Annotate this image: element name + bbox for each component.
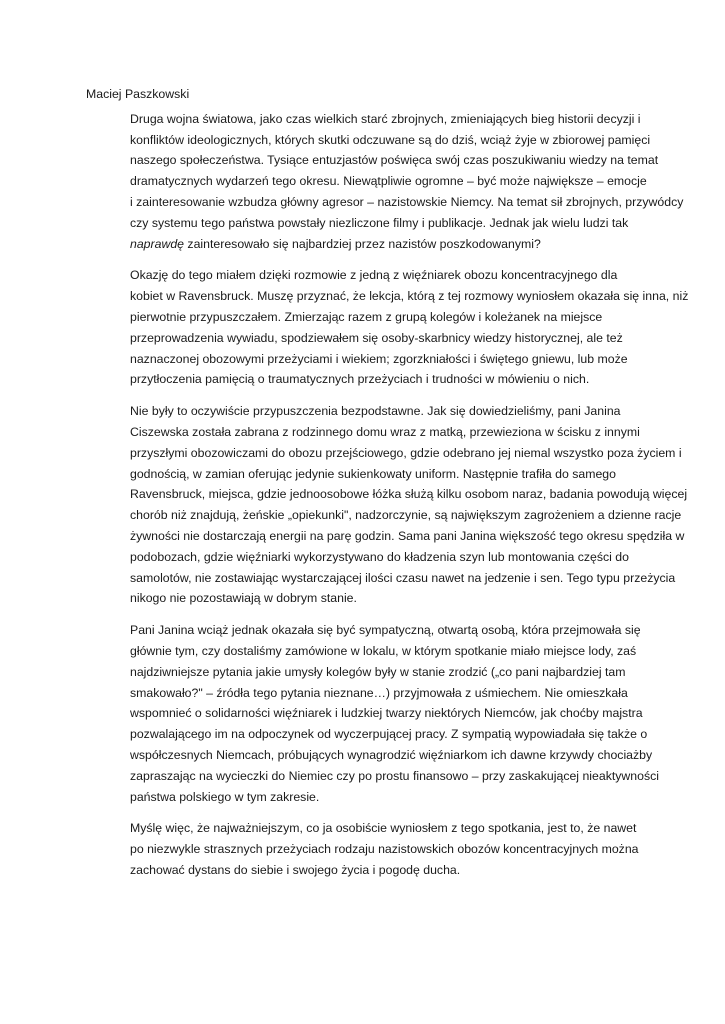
text-run: konfliktów ideologicznych, których skutki odczuwane są do dziś, wciąż żyje w zbiorowej pamięci <box>130 132 651 147</box>
text-run: Okazję do tego miałem dzięki rozmowie z jedną z więźniarek obozu koncentracyjnego dla <box>130 268 618 283</box>
text-run: Druga wojna światowa, jako czas wielkich starć zbrojnych, zmieniających bieg historii decyzji i <box>130 111 641 126</box>
text-run: współczesnych Niemcach, próbujących wynagrodzić więźniarkom ich dawne krzywdy chociażby <box>130 747 653 762</box>
text-run: pozwalającego im na odpoczynek od wyczerpującej pracy. Z sympatią wypowiadała się także o <box>130 727 648 742</box>
document-body <box>86 84 689 892</box>
paragraph <box>86 818 642 880</box>
essay-text <box>86 109 689 881</box>
text-line <box>86 213 642 234</box>
text-line <box>86 349 642 370</box>
text-run: samolotów, nie zostawiając wystarczającej ilości czasu nawet na jedzenie i sen. Tego typu przeżycia <box>130 570 676 585</box>
text-line <box>86 369 642 390</box>
text-run: chorób niż znajdują, żeńskie „opiekunki", nadzorczynie, są największym zagrożeniem a dzienne racje <box>130 508 682 523</box>
text-line <box>86 588 642 609</box>
text-line <box>86 662 642 683</box>
text-line <box>86 787 642 808</box>
text-line <box>86 464 642 485</box>
paragraph <box>86 401 688 609</box>
text-line <box>86 307 642 328</box>
text-run: wspomnieć o solidarności więźniarek i ludzkiej twarzy niektórych Niemców, jak choćby majstra <box>130 706 643 721</box>
text-run: dramatycznych wydarzeń tego okresu. Niewątpliwie ogromne – być może największe – emocje <box>130 174 647 189</box>
text-run: naznaczonej obozowymi przeżyciami i wiekiem; zgorzkniałości i świętego gniewu, lub może <box>130 351 628 366</box>
author-name: Maciej Paszkowski <box>86 87 190 101</box>
text-line <box>86 234 642 255</box>
text-line <box>86 265 642 286</box>
text-line <box>86 505 682 526</box>
text-run: państwa polskiego w tym zakresie. <box>130 789 320 804</box>
text-run: nikogo nie pozostawiają w dobrym stanie. <box>130 591 357 606</box>
text-line <box>86 745 653 766</box>
text-line <box>86 150 659 171</box>
text-line <box>86 860 642 881</box>
text-run: i zainteresowanie wzbudza główny agresor – nazistowskie Niemcy. Na temat sił zbrojnych, przywódcy <box>130 194 684 209</box>
text-run: najdziwniejsze pytania jakie umysły kolegów były w stanie zrodzić („co pani najbardziej tam <box>130 664 626 679</box>
text-run: Ravensbruck, miejsca, gdzie jednoosobowe łóżka służą kilku osobom naraz, badania powodują więcej <box>130 487 688 502</box>
text-run: kobiet w Ravensbruck. Muszę przyznać, że lekcja, którą z tej rozmowy wyniosłem okazała się inna, niż <box>130 289 689 304</box>
emphasized-text: naprawdę <box>130 236 185 251</box>
text-line <box>86 818 642 839</box>
text-line <box>86 683 642 704</box>
paragraph <box>86 109 684 255</box>
text-run: przeprowadzenia wywiadu, spodziewałem się osoby-skarbnicy wiedzy historycznej, ale też <box>130 330 623 345</box>
text-line <box>86 401 642 422</box>
text-run: zainteresowało się najbardziej przez nazistów poszkodowanymi? <box>184 236 541 251</box>
text-run: żywności nie dostarczają energii na parę godzin. Sama pani Janina większość tego okresu spędziła w <box>130 528 685 543</box>
text-run: Ciszewska została zabrana z rodzinnego domu wraz z matką, przewieziona w ścisku z innymi <box>130 424 640 439</box>
text-run: smakowało?" – źródła tego pytania nieznane…) przyjmowała z uśmiechem. Nie omieszkała <box>130 685 628 700</box>
text-run: czy systemu tego państwa powstały niezliczone filmy i publikacje. Jednak jak wielu ludzi tak <box>130 215 629 230</box>
text-line <box>86 526 685 547</box>
text-run: po niezwykle strasznych przeżyciach rodzaju nazistowskich obozów koncentracyjnych można <box>130 842 639 857</box>
text-run: podobozach, gdzie więźniarki wykorzystywano do kładzenia szyn lub montowania części do <box>130 549 629 564</box>
text-run: głównie tym, czy dostaliśmy zamówione w lokalu, w którym spotkanie miało miejsce lody, zaś <box>130 643 637 658</box>
text-line <box>86 724 648 745</box>
text-line <box>86 443 682 464</box>
text-line <box>86 703 642 724</box>
paragraph <box>86 265 689 390</box>
text-line <box>86 192 684 213</box>
text-line <box>86 766 660 787</box>
text-line <box>86 328 642 349</box>
text-run: zapraszając na wycieczki do Niemiec czy po prostu finansowo – przy zaskakującej nieaktywności <box>130 768 660 783</box>
text-run: Nie były to oczywiście przypuszczenia bezpodstawne. Jak się dowiedzieliśmy, pani Janina <box>130 404 621 419</box>
text-run: przytłoczenia pamięcią o traumatycznych przeżyciach i trudności w mówieniu o nich. <box>130 372 590 387</box>
text-run: godnością, w zamian oferując jedynie sukienkowaty uniform. Następnie trafiła do samego <box>130 466 616 481</box>
text-line <box>86 839 642 860</box>
text-run: Myślę więc, że najważniejszym, co ja osobiście wyniosłem z tego spotkania, jest to, że nawet <box>130 821 637 836</box>
text-line <box>86 286 689 307</box>
text-run: naszego społeczeństwa. Tysiące entuzjastów poświęca swój czas poszukiwaniu wiedzy na temat <box>130 153 659 168</box>
text-line <box>86 568 676 589</box>
text-line <box>86 641 642 662</box>
text-line <box>86 171 647 192</box>
text-line <box>86 109 642 130</box>
text-line <box>86 422 642 443</box>
text-line <box>86 484 688 505</box>
text-line <box>86 547 642 568</box>
text-run: Pani Janina wciąż jednak okazała się być sympatyczną, otwartą osobą, która przejmowała się <box>130 623 641 638</box>
paragraph <box>86 620 660 807</box>
text-line <box>86 620 642 641</box>
text-run: przyszłymi obozowiczami do obozu przejściowego, gdzie odebrano jej niemal wszystko poza życiem i <box>130 445 682 460</box>
text-line <box>86 130 651 151</box>
text-run: zachować dystans do siebie i swojego życia i pogodę ducha. <box>130 862 461 877</box>
text-run: pierwotnie przypuszczałem. Zmierzając razem z grupą kolegów i koleżanek na miejsce <box>130 309 603 324</box>
